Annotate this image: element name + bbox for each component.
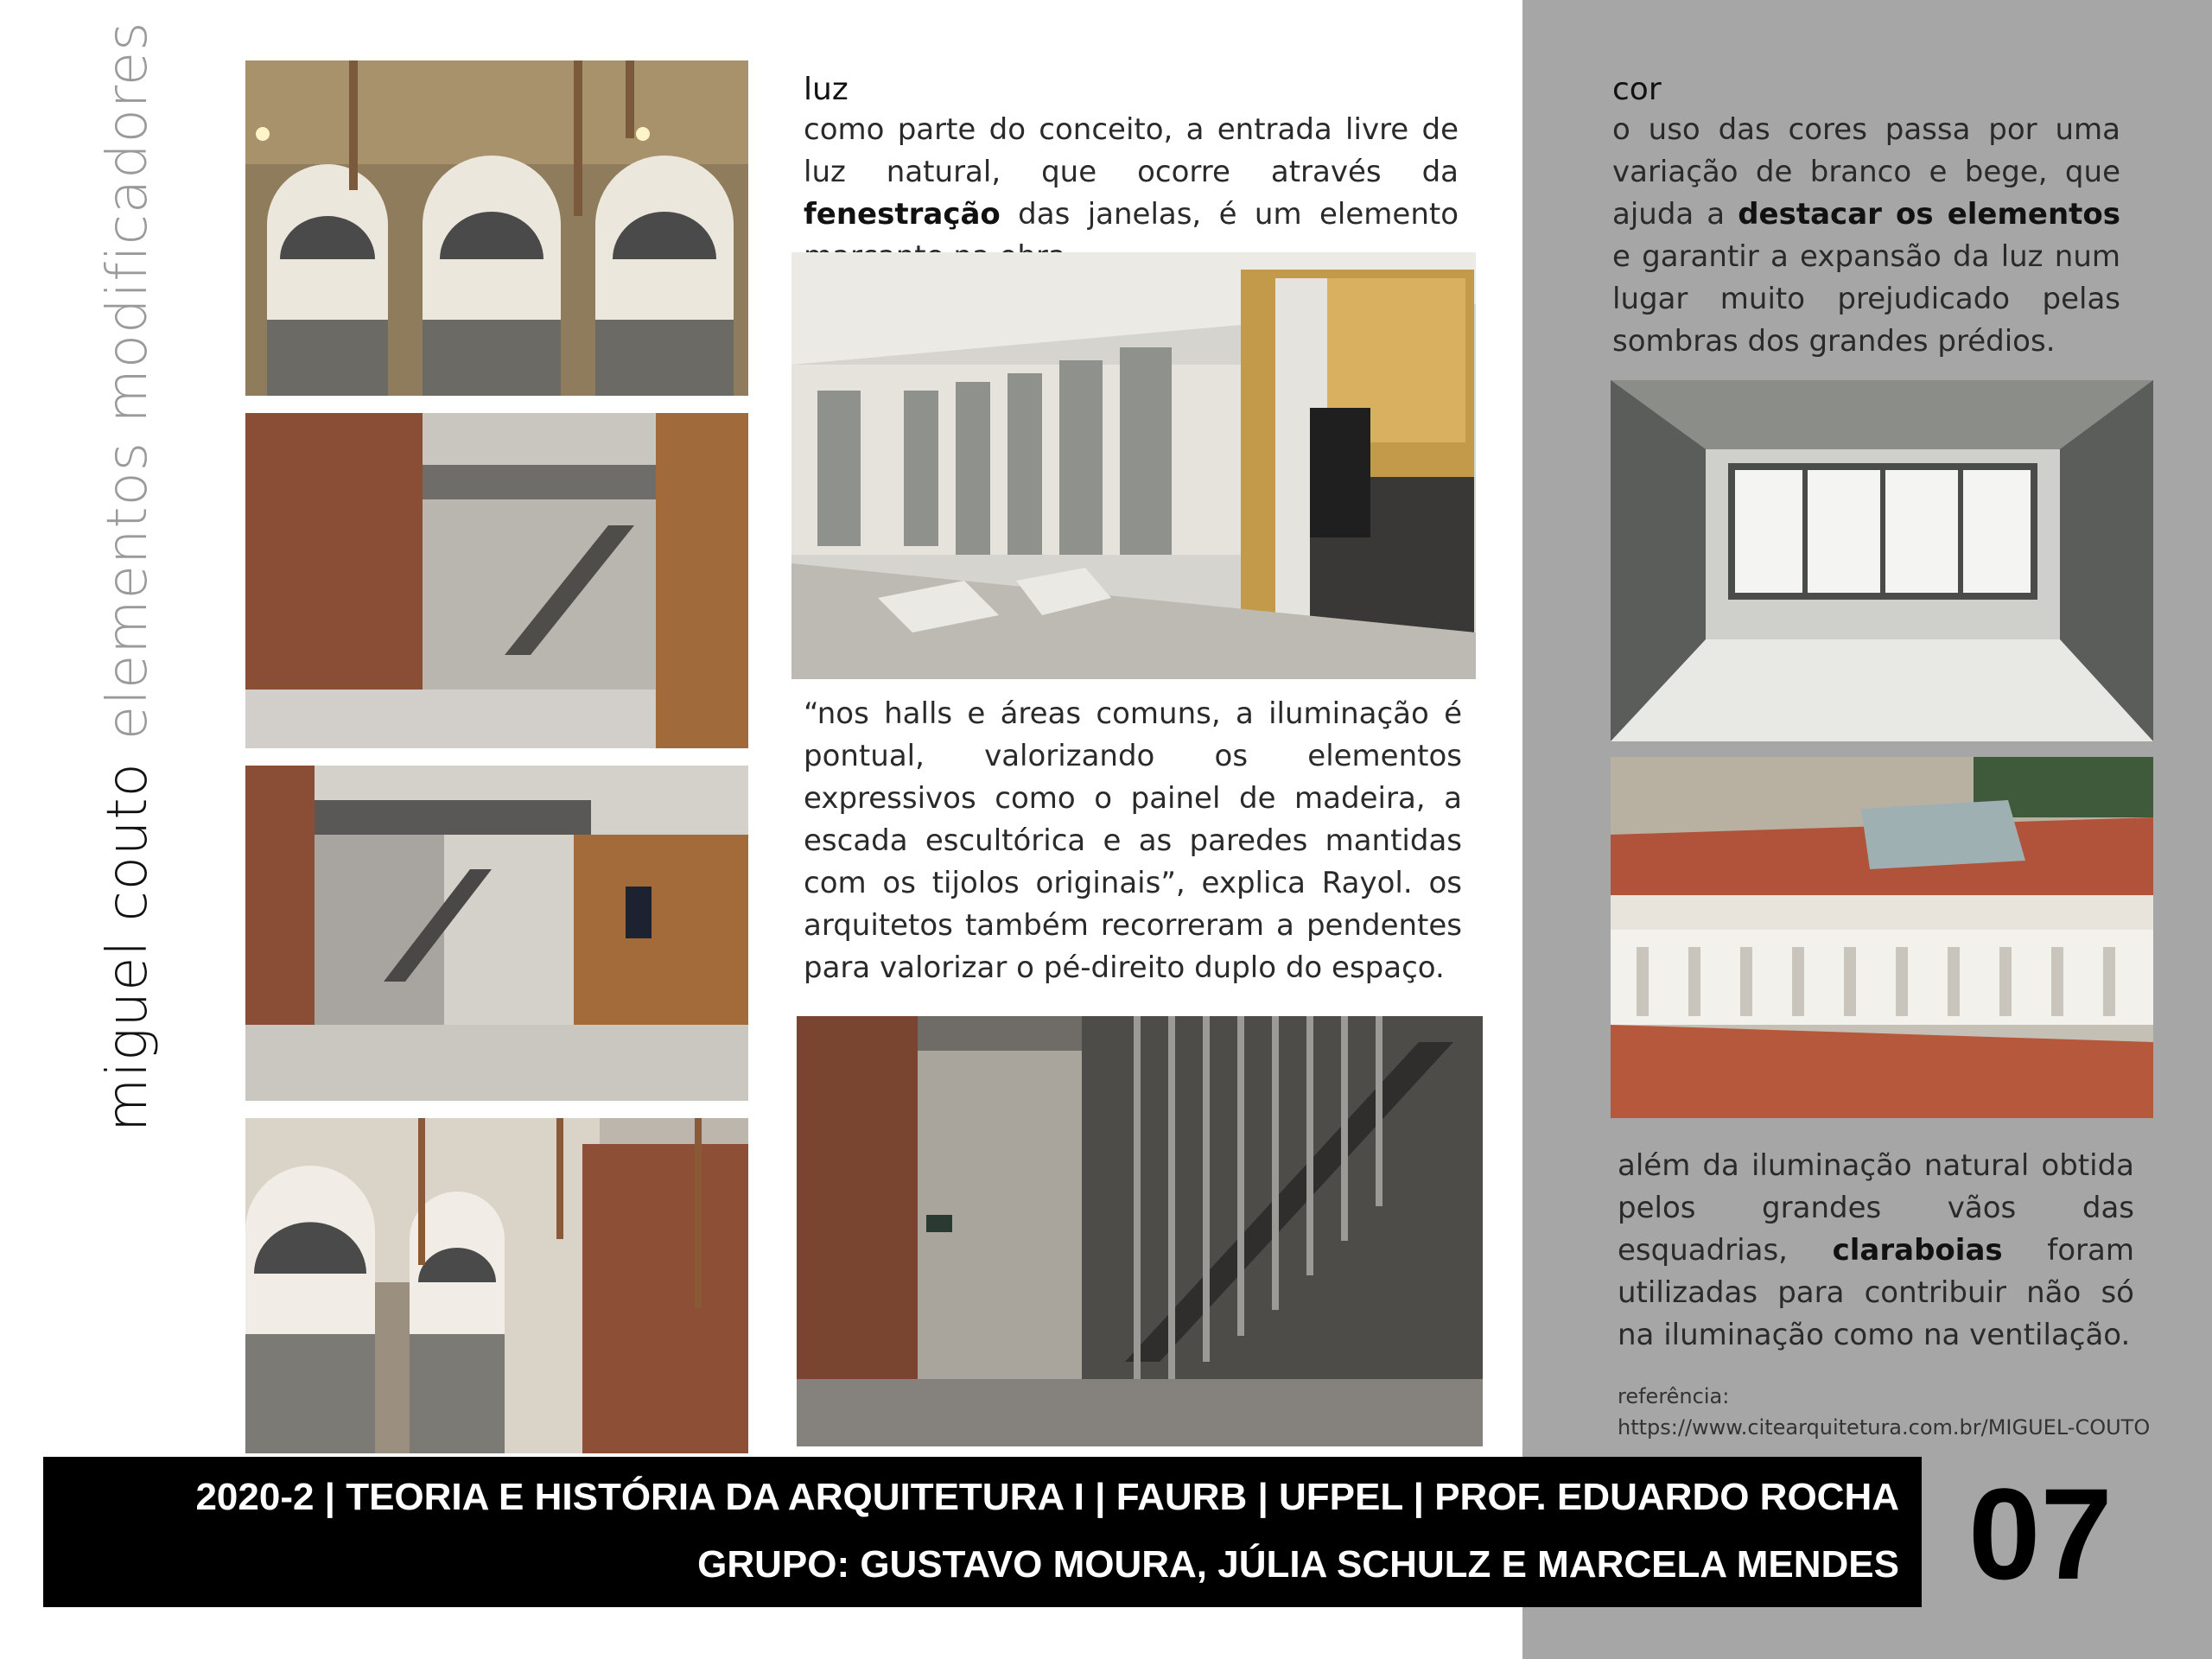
- luz-text-highlight: fenestração: [804, 197, 1001, 232]
- cor-text-before: o uso das cores passa por uma variação de branco e bege, que ajuda a: [1612, 112, 2120, 232]
- photo-arches-brick-pendants: [245, 1118, 748, 1453]
- reference: [1618, 1381, 2151, 1443]
- luz-text-before: como parte do conceito, a entrada livre de luz natural, que ocorre através da: [804, 112, 1459, 189]
- photo-corridor-windows: [791, 252, 1476, 679]
- quote-text-block: “nos halls e áreas comuns, a iluminação é pontual, valorizando os elementos expressivos como o painel de madeira, a escada escultórica e as paredes mantidas com os tijolos originais”, explica Rayol. os arquitetos também recorreram a pendentes para valorizar o pé-direito duplo do espaço.: [804, 696, 1462, 985]
- reference-label: referência:: [1618, 1384, 1730, 1408]
- luz-text-after: das janelas, é um elemento: [1018, 197, 1459, 232]
- photo-arched-windows-pendants: [245, 60, 748, 396]
- photo-skylight-interior: [1611, 380, 2153, 741]
- cor-heading: cor: [1612, 72, 1662, 107]
- reference-url[interactable]: https://www.citearquitetura.com.br/MIGUEL-COUTO: [1618, 1415, 2151, 1440]
- claraboias-text-highlight: claraboias: [1832, 1233, 2003, 1268]
- title-main: miguel couto: [96, 762, 160, 1132]
- footer-course-line: 2020-2 | TEORIA E HISTÓRIA DA ARQUITETURA I | FAURB | UFPEL | PROF. EDUARDO ROCHA: [195, 1476, 1899, 1518]
- photo-brick-wall-stair: [245, 413, 748, 748]
- cor-text-after: e garantir a expansão da luz num lugar muito prejudicado pelas sombras dos grandes prédios.: [1612, 239, 2120, 359]
- claraboias-text-before: além da iluminação natural obtida pelos grandes vãos das esquadrias,: [1618, 1148, 2134, 1268]
- luz-text-block: [804, 71, 1459, 278]
- footer-bar: [43, 1457, 1922, 1607]
- luz-heading: luz: [804, 72, 849, 107]
- claraboias-text-block: [1618, 1145, 2134, 1357]
- photo-roof-skylight-exterior: [1611, 757, 2153, 1118]
- claraboias-text-after: foram utilizadas para contribuir não só na iluminação como na ventilação.: [1618, 1233, 2134, 1352]
- cor-text-block: [1612, 71, 2120, 363]
- photo-lobby-wood-panel: [245, 766, 748, 1101]
- cor-text-highlight: destacar os elementos: [1738, 197, 2121, 232]
- footer-group-line: GRUPO: GUSTAVO MOURA, JÚLIA SCHULZ E MARCELA MENDES: [697, 1543, 1899, 1586]
- vertical-title: [97, 21, 159, 1132]
- title-sub: elementos modificadores: [96, 21, 160, 741]
- page-number: 07: [1968, 1461, 2113, 1606]
- photo-sculptural-stair: [797, 1016, 1483, 1446]
